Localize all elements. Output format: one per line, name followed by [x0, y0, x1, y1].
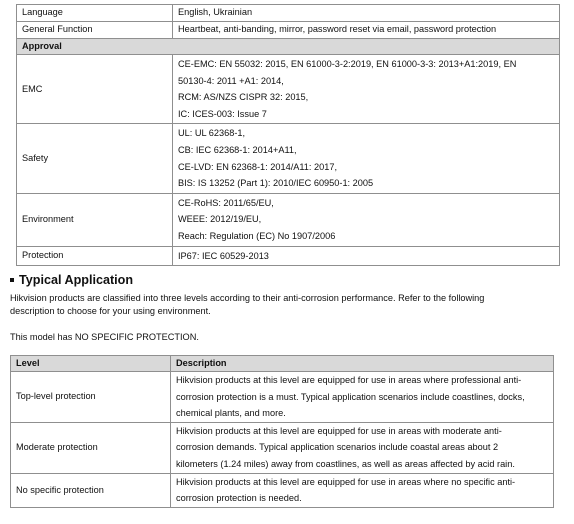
column-header-level: Level: [11, 356, 171, 372]
spec-key: Environment: [17, 193, 173, 246]
description-line: Hikvision products at this level are equipped for use in areas where no specific anti-: [176, 476, 516, 487]
spec-value-line: CE-EMC: EN 55032: 2015, EN 61000-3-2:2019, EN 61000-3-3: 2013+A1:2019, EN: [178, 59, 517, 69]
table-row: [11, 372, 554, 423]
spec-value-line: RCM: AS/NZS CISPR 32: 2015,: [178, 92, 309, 103]
spec-value-line: CE-LVD: EN 62368-1: 2014/A11: 2017,: [178, 161, 338, 172]
spec-value-line: CE-RoHS: 2011/65/EU,: [178, 197, 274, 208]
model-protection-note: This model has NO SPECIFIC PROTECTION.: [10, 332, 199, 342]
spec-value-line: Reach: Regulation (EC) No 1907/2006: [178, 230, 336, 241]
table-header-row: [11, 356, 554, 372]
description-cell: [171, 473, 554, 507]
column-header-description: Description: [171, 356, 554, 372]
spec-row-protection: [17, 246, 560, 266]
spec-value: Heartbeat, anti-banding, mirror, password reset via email, password protection: [173, 22, 560, 39]
description-line: corrosion demands. Typical application scenarios include coastal areas about 2: [176, 442, 499, 453]
description-line: chemical plants, and more.: [176, 408, 286, 419]
intro-paragraph: [10, 292, 566, 318]
level-cell: Top-level protection: [11, 372, 171, 423]
spec-row-general-function: [17, 22, 560, 39]
spec-value-line: UL: UL 62368-1,: [178, 128, 246, 139]
section-heading: Approval: [17, 39, 560, 55]
spec-row-language: [17, 5, 560, 22]
intro-line: description to choose for your using environment.: [10, 306, 211, 316]
level-cell: No specific protection: [11, 473, 171, 507]
spec-value-line: IP67: IEC 60529-2013: [178, 250, 269, 261]
spec-row-emc: [17, 55, 560, 124]
spec-key: Safety: [17, 124, 173, 193]
spec-row-safety: [17, 124, 560, 193]
description-line: Hikvision products at this level are equipped for use in areas with moderate anti-: [176, 425, 502, 436]
table-row: [11, 422, 554, 473]
spec-value: [173, 193, 560, 246]
description-cell: [171, 422, 554, 473]
spec-key: Language: [17, 5, 173, 22]
description-line: Hikvision products at this level are equipped for use in areas where professional anti-: [176, 375, 522, 385]
specification-table: [16, 4, 560, 266]
spec-value-line: BIS: IS 13252 (Part 1): 2010/IEC 60950-1: 2005: [178, 178, 374, 189]
protection-level-table: [10, 355, 554, 508]
spec-value: [173, 246, 560, 266]
section-title-typical-application: [10, 273, 133, 288]
spec-value: English, Ukrainian: [173, 5, 560, 22]
spec-value-line: CB: IEC 62368-1: 2014+A11,: [178, 144, 297, 155]
description-cell: [171, 372, 554, 423]
spec-value-line: IC: ICES-003: Issue 7: [178, 108, 267, 119]
spec-value: [173, 124, 560, 193]
level-cell: Moderate protection: [11, 422, 171, 473]
spec-section-approval: [17, 39, 560, 55]
section-title-text: Typical Application: [19, 273, 134, 287]
description-line: corrosion protection is a must. Typical application scenarios include coastlines, docks,: [176, 391, 525, 402]
description-line: corrosion protection is needed.: [176, 493, 302, 504]
spec-row-environment: [17, 193, 560, 246]
spec-value-line: 50130-4: 2011 +A1: 2014,: [178, 75, 284, 86]
spec-key: EMC: [17, 55, 173, 124]
spec-value: [173, 55, 560, 124]
square-bullet-icon: [10, 278, 14, 282]
description-line: kilometers (1.24 miles) away from coastlines, as well as areas affected by acid rain.: [176, 458, 515, 469]
table-row: [11, 473, 554, 507]
spec-key: Protection: [17, 246, 173, 266]
spec-key: General Function: [17, 22, 173, 39]
spec-value-line: WEEE: 2012/19/EU,: [178, 214, 262, 225]
intro-line: Hikvision products are classified into three levels according to their anti-corrosion performance. Refer to the following: [10, 293, 485, 303]
